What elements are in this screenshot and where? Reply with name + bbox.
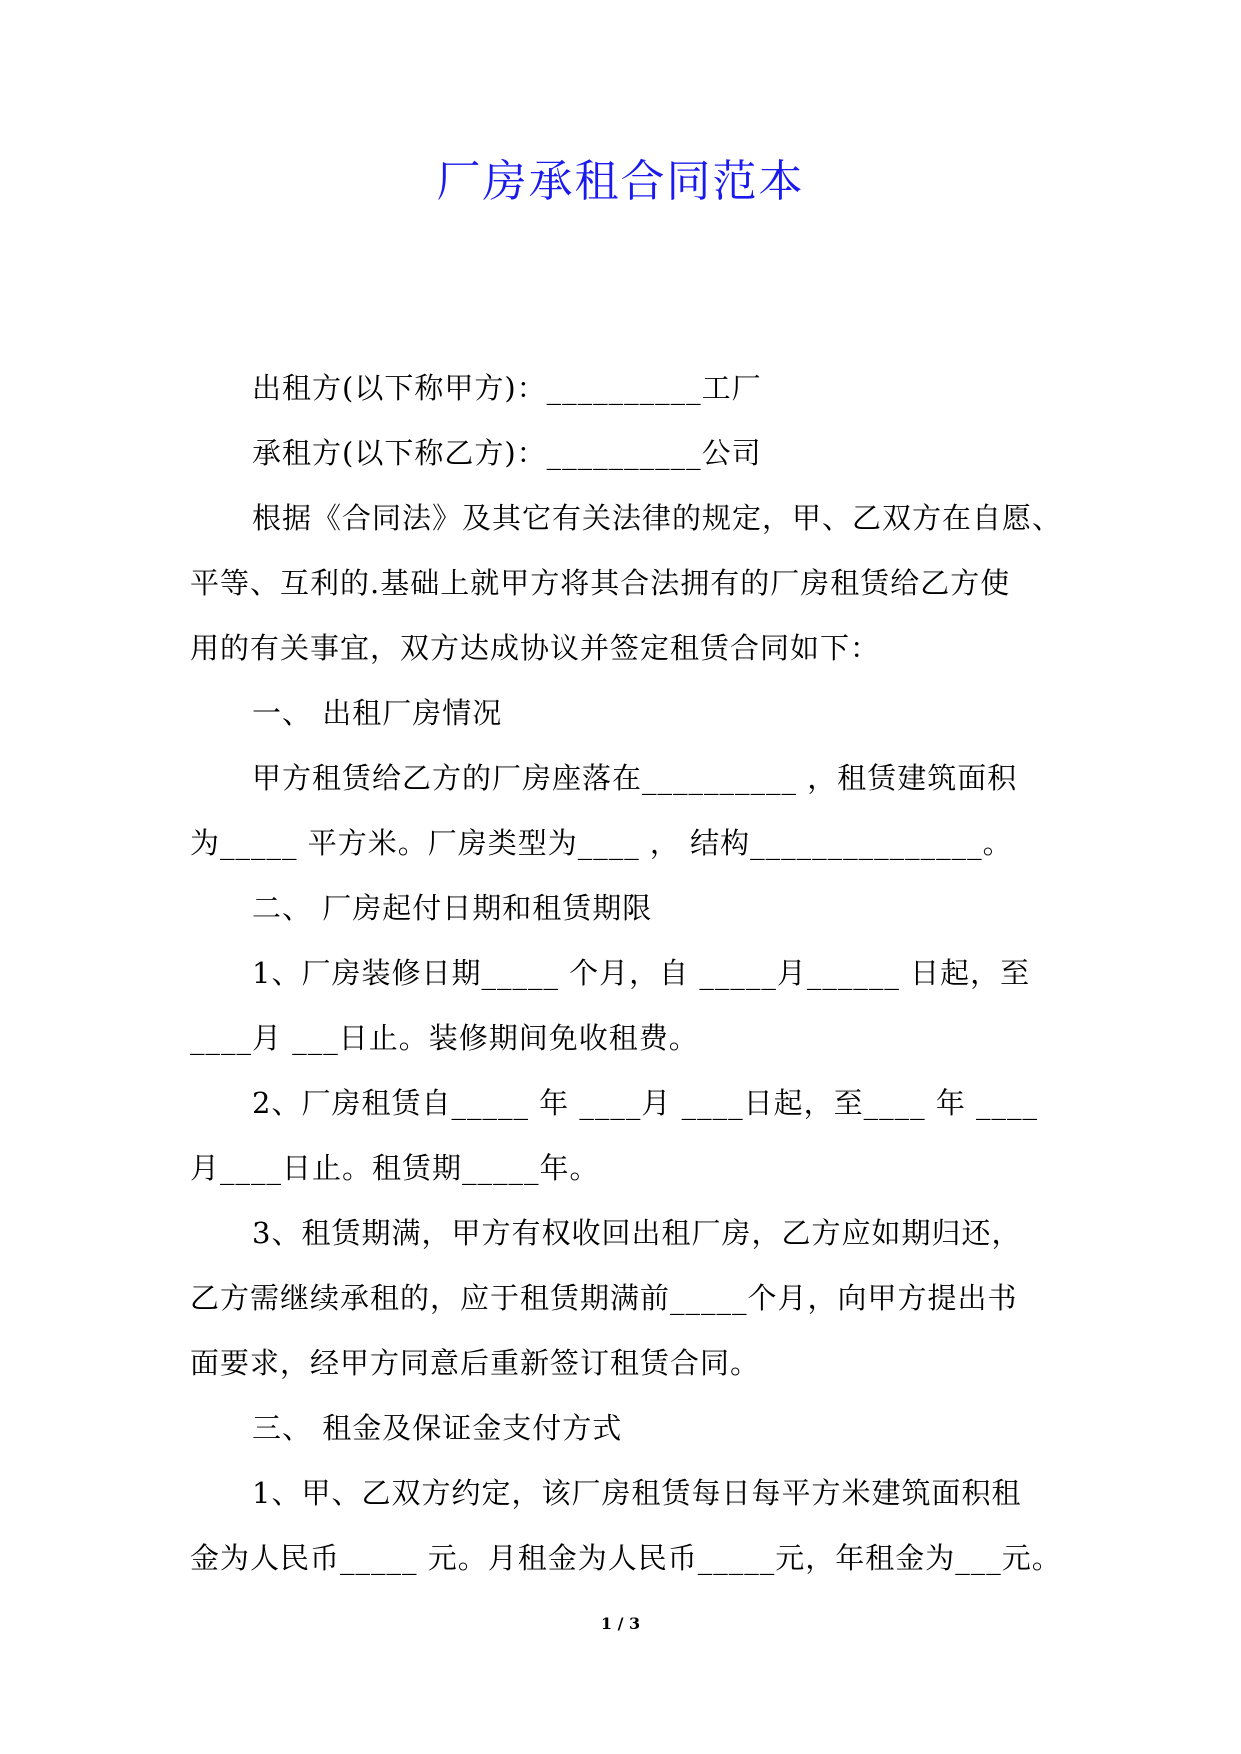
body-line: 承租方(以下称乙方)：__________公司: [252, 436, 762, 470]
body-line: 根据《合同法》及其它有关法律的规定，甲、乙双方在自愿、: [252, 501, 1063, 535]
body-line: 为_____ 平方米。厂房类型为____ ， 结构_______________。: [190, 826, 1013, 860]
body-line: 1、甲、乙双方约定，该厂房租赁每日每平方米建筑面积租: [252, 1476, 1022, 1510]
document-title: 厂房承租合同范本: [436, 156, 805, 207]
body-line: 2、厂房租赁自_____ 年 ____月 ____日起，至____ 年 ____: [252, 1086, 1039, 1120]
body-line: ____月 ___日止。装修期间免收租费。: [190, 1021, 699, 1055]
body-line: 面要求，经甲方同意后重新签订租赁合同。: [190, 1346, 761, 1380]
body-line: 用的有关事宜，双方达成协议并签定租赁合同如下：: [190, 631, 881, 665]
body-line: 平等、互利的.基础上就甲方将其合法拥有的厂房租赁给乙方使: [190, 566, 1011, 600]
body-line: 乙方需继续承租的，应于租赁期满前_____个月，向甲方提出书: [190, 1281, 1018, 1315]
document-body: [190, 356, 1063, 1591]
body-line: 金为人民币_____ 元。月租金为人民币_____元，年租金为___元。: [190, 1541, 1062, 1575]
body-line: 月____日止。租赁期_____年。: [190, 1151, 600, 1185]
page-number: 1 / 3: [600, 1614, 641, 1633]
body-line: 3、租赁期满，甲方有权收回出租厂房，乙方应如期归还，: [252, 1216, 1022, 1250]
section-heading: 三、 租金及保证金支付方式: [252, 1411, 623, 1445]
section-heading: 二、 厂房起付日期和租赁期限: [252, 891, 653, 925]
body-line: 甲方租赁给乙方的厂房座落在__________ ，租赁建筑面积: [252, 761, 1018, 795]
body-line: 出租方(以下称甲方)：__________工厂: [252, 371, 762, 405]
body-line: 1、厂房装修日期_____ 个月，自 _____月______ 日起，至: [252, 956, 1031, 990]
section-heading: 一、 出租厂房情况: [252, 696, 503, 730]
